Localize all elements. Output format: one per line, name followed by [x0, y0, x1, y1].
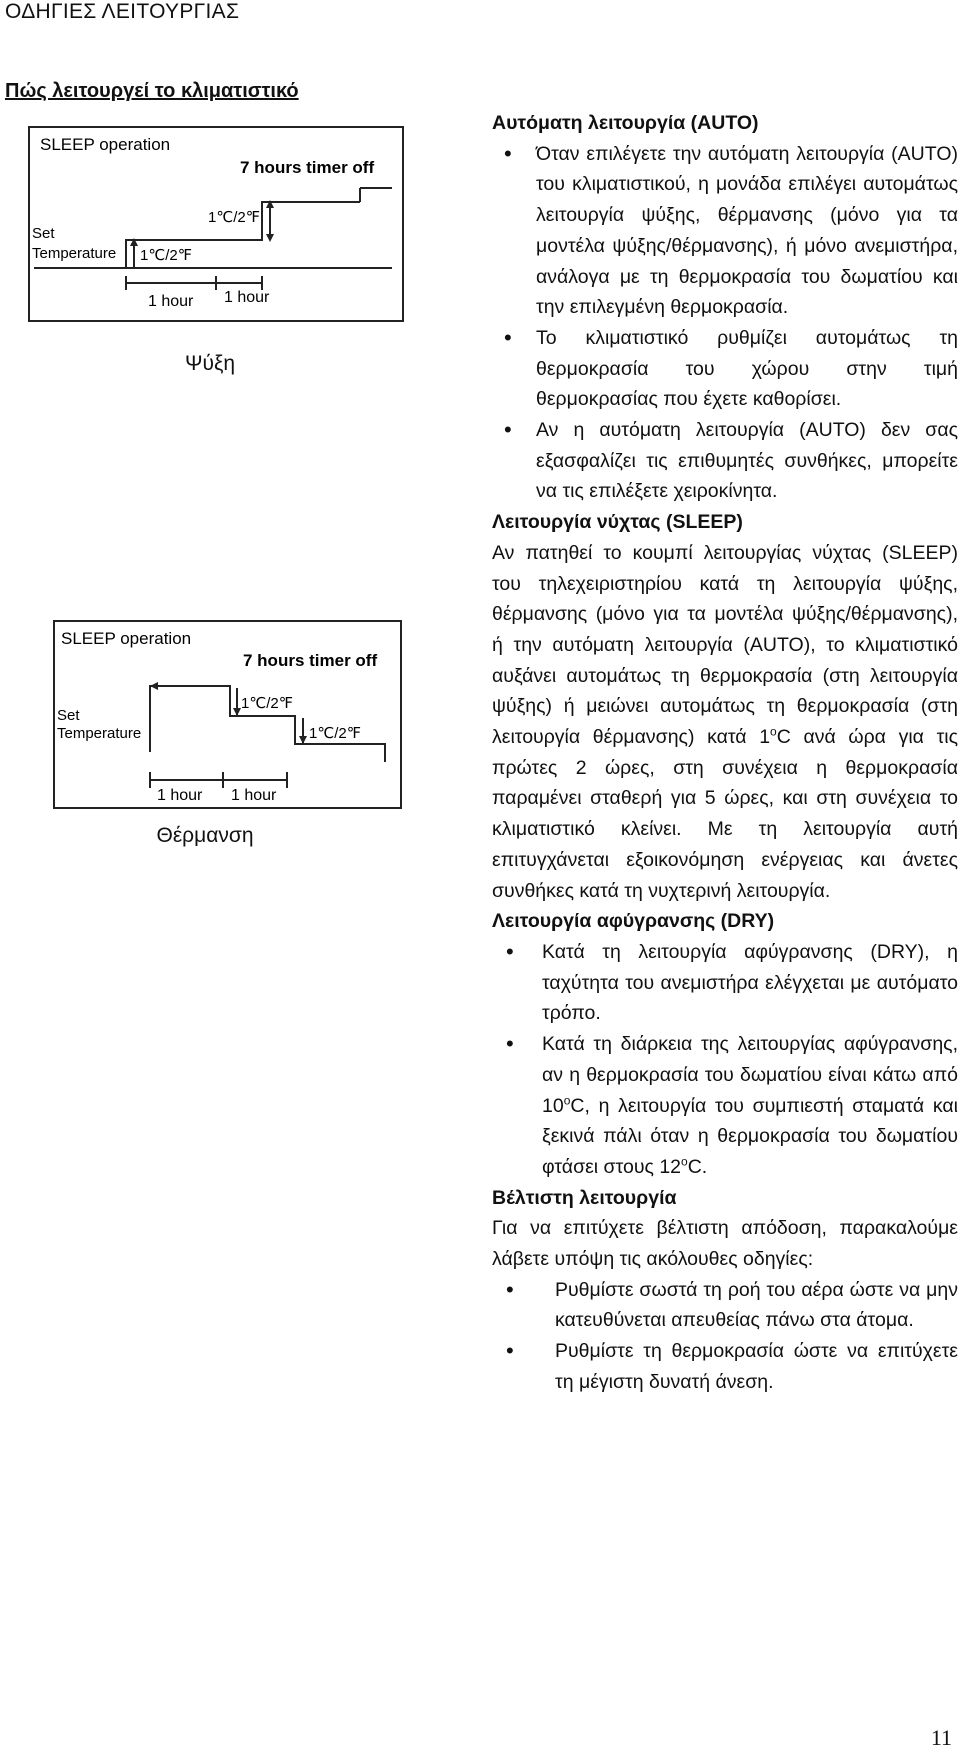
page-number: 11 — [930, 1725, 952, 1750]
right-column — [492, 108, 958, 1398]
diagram-step-label-2: 1℃/2℉ — [309, 725, 361, 742]
cooling-caption: Ψύξη — [184, 352, 236, 375]
degree-superscript: o — [563, 1093, 571, 1107]
diagram-step-label-1: 1℃/2℉ — [140, 247, 192, 264]
dry-text-c: C. — [687, 1155, 708, 1178]
diagram-hour-label-2: 1 hour — [231, 787, 277, 804]
auto-bullet-list — [492, 139, 958, 507]
diagram-timer-label: 7 hours timer off — [240, 158, 375, 177]
list-item: • Το κλιματιστικό ρυθμίζει αυτομάτως τη θερμοκρασία του χώρου στην τιμή θερμοκρασίας που έχετε καθορίσει. — [492, 323, 958, 415]
sleep-text-b: C ανά ώρα για τις πρώτες 2 ώρες, στη συνέχεια η θερμοκρασία παραμένει σταθερή για 5 ώρες, και στη συνέχεια το κλιματιστικό κλείνει. Με τη λειτουργία αυτή επιτυγχάνεται εξοικονόμηση ενέργειας και άνετες συνθήκες κατά τη νυχτερινή λειτουργία. — [492, 726, 959, 902]
optimal-heading: Βέλτιστη λειτουργία — [492, 1186, 677, 1209]
list-item: • Ρυθμίστε τη θερμοκρασία ώστε να επιτύχετε τη μέγιστη δυνατή άνεση. — [492, 1336, 958, 1397]
cooling-sleep-diagram — [28, 126, 404, 322]
diagram-hour-label-1: 1 hour — [157, 787, 203, 804]
diagram-set-label: Set — [32, 225, 55, 242]
list-item — [492, 1029, 958, 1183]
diagram-title: SLEEP operation — [61, 629, 192, 648]
list-item: • Ρυθμίστε σωστά τη ροή του αέρα ώστε να μην κατευθύνεται απευθείας πάνω στα άτομα. — [492, 1275, 958, 1336]
sleep-heading: Λειτουργία νύχτας (SLEEP) — [492, 511, 743, 534]
diagram-temperature-label: Temperature — [57, 725, 142, 742]
dry-heading: Λειτουργία αφύγρανσης (DRY) — [492, 910, 775, 933]
diagram-timer-label: 7 hours timer off — [243, 651, 378, 670]
diagram-step-label-2: 1℃/2℉ — [208, 209, 260, 226]
diagram-step-label-1: 1℃/2℉ — [241, 695, 293, 712]
page-header-title: ΟΔΗΓΙΕΣ ΛΕΙΤΟΥΡΓΙΑΣ — [5, 0, 240, 23]
list-item: • Κατά τη λειτουργία αφύγρανσης (DRY), η ταχύτητα του ανεμιστήρα ελέγχεται με αυτόματο τρόπο. — [492, 937, 958, 1029]
auto-heading: Αυτόματη λειτουργία (AUTO) — [492, 112, 759, 134]
optimal-bullet-list — [492, 1275, 958, 1398]
degree-superscript: o — [681, 1154, 688, 1169]
optimal-intro: Για να επιτύχετε βέλτιστη απόδοση, παρακαλούμε λάβετε υπόψη τις ακόλουθες οδηγίες: — [492, 1217, 958, 1271]
degree-superscript: o — [770, 724, 777, 739]
sleep-paragraph — [492, 538, 958, 906]
diagram-hour-label-1: 1 hour — [148, 293, 194, 310]
dry-text-a: Κατά τη διάρκεια της λειτουργίας αφύγρανσης, αν η θερμοκρασία του δωματίου είναι κάτω από 10 — [542, 1033, 958, 1117]
dry-bullet-list — [492, 937, 958, 1183]
heating-caption: Θέρμανση — [156, 824, 254, 847]
diagram-title: SLEEP operation — [40, 135, 171, 154]
list-item: • Αν η αυτόματη λειτουργία (AUTO) δεν σας εξασφαλίζει τις επιθυμητές συνθήκες, μπορείτε να τις επιλέξετε χειροκίνητα. — [492, 415, 958, 507]
sleep-text-a: Αν πατηθεί το κουμπί λειτουργίας νύχτας (SLEEP) του τηλεχειριστηρίου κατά τη λειτουργία ψύξης, θέρμανσης (μόνο για τα μοντέλα ψύξης/θέρμανσης), ή την αυτόματη λειτουργία (AUTO), το κλιματιστικό αυξάνει αυτομάτως τη θερμοκρασία (στη λειτουργία ψύξης) ή μειώνει αυτομάτως τη θερμοκρασία (στη λειτουργία θέρμανσης) κατά 1 — [492, 541, 958, 749]
list-item: • Όταν επιλέγετε την αυτόματη λειτουργία (AUTO) του κλιματιστικού, η μονάδα επιλέγει αυτομάτως λειτουργία ψύξης, θέρμανσης (μόνο για τα μοντέλα ψύξης/θέρμανσης), ή μόνο ανεμιστήρα, ανάλογα με τη θερμοκρασία του δωματίου και την επιλεγμένη θερμοκρασία. — [492, 139, 958, 323]
diagram-temperature-label: Temperature — [32, 245, 117, 262]
diagram-set-label: Set — [57, 707, 80, 724]
section-heading: Πώς λειτουργεί το κλιματιστικό — [5, 80, 299, 102]
diagram-hour-label-2: 1 hour — [224, 289, 270, 306]
heating-sleep-diagram — [53, 620, 402, 809]
dry-text-b: C, η λειτουργία του συμπιεστή σταματά και ξεκινά πάλι όταν η θερμοκρασία του δωματίου φτάσει στους 12 — [542, 1094, 958, 1178]
